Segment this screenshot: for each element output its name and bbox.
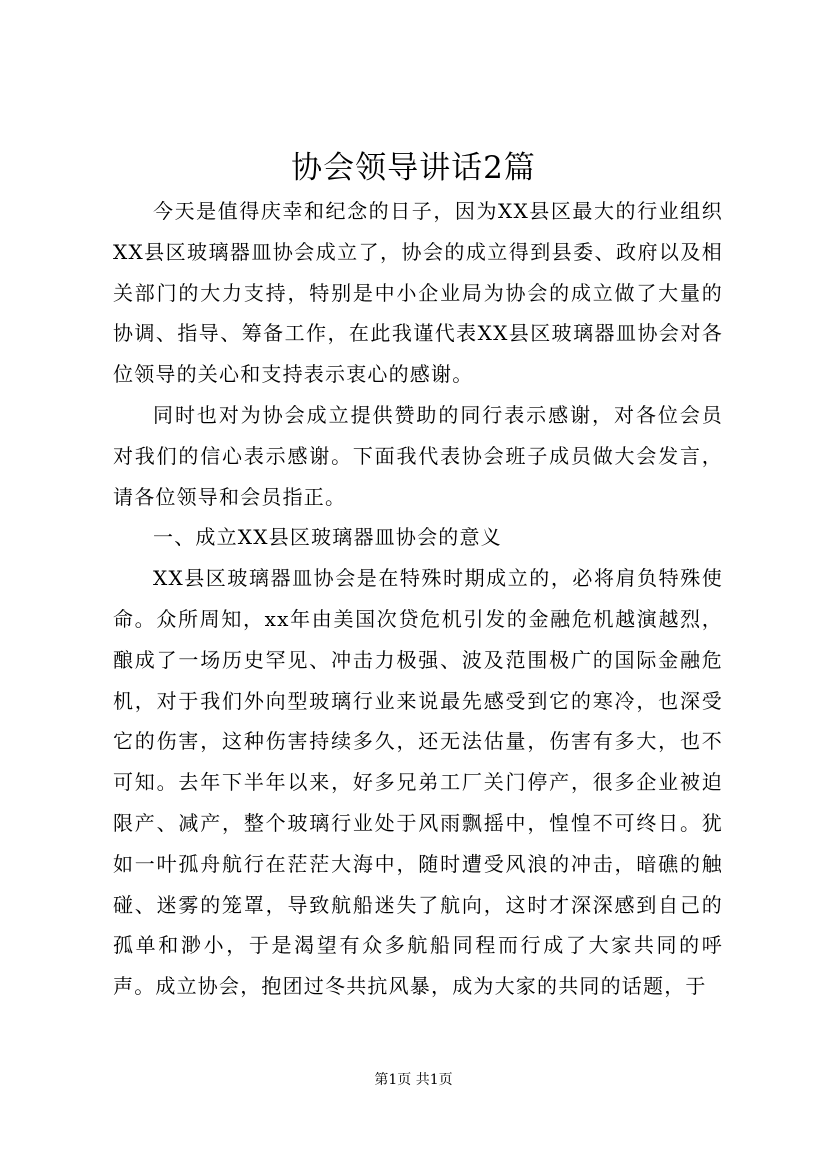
paragraph-3: XX县区玻璃器皿协会是在特殊时期成立的，必将肩负特殊使命。众所周知，xx年由美国次贷危机引发的金融危机越演越烈，酿成了一场历史罕见、冲击力极强、波及范围极广的国际金融危机，对于我们外向型玻璃行业来说最先感受到它的寒冷，也深受它的伤害，这种伤害持续多久，还无法估量，伤害有多大，也不可知。去年下半年以来，好多兄弟工厂关门停产，很多企业被迫限产、减产，整个玻璃行业处于风雨飘摇中，惶惶不可终日。犹如一叶孤舟航行在茫茫大海中，随时遭受风浪的冲击，暗礁的触碰、迷雾的笼罩，导致航船迷失了航向，这时才深深感到自己的孤单和渺小，于是渴望有众多航船同程而行成了大家共同的呼声。成立协会，抱团过冬共抗风暴，成为大家的共同的话题，于	[113, 566, 723, 999]
page-footer: 第1页 共1页	[374, 1072, 453, 1088]
document-body	[113, 191, 723, 1007]
section-heading-1: 一、成立XX县区玻璃器皿协会的意义	[153, 525, 502, 550]
paragraph-2: 同时也对为协会成立提供赞助的同行表示感谢，对各位会员对我们的信心表示感谢。下面我代表协会班子成员做大会发言，请各位领导和会员指正。	[113, 402, 723, 509]
paragraph-1: 今天是值得庆幸和纪念的日子，因为XX县区最大的行业组织XX县区玻璃器皿协会成立了，协会的成立得到县委、政府以及相关部门的大力支持，特别是中小企业局为协会的成立做了大量的协调、指导、筹备工作，在此我谨代表XX县区玻璃器皿协会对各位领导的关心和支持表示衷心的感谢。	[113, 199, 723, 387]
document-title: 协会领导讲话2篇	[291, 150, 536, 186]
